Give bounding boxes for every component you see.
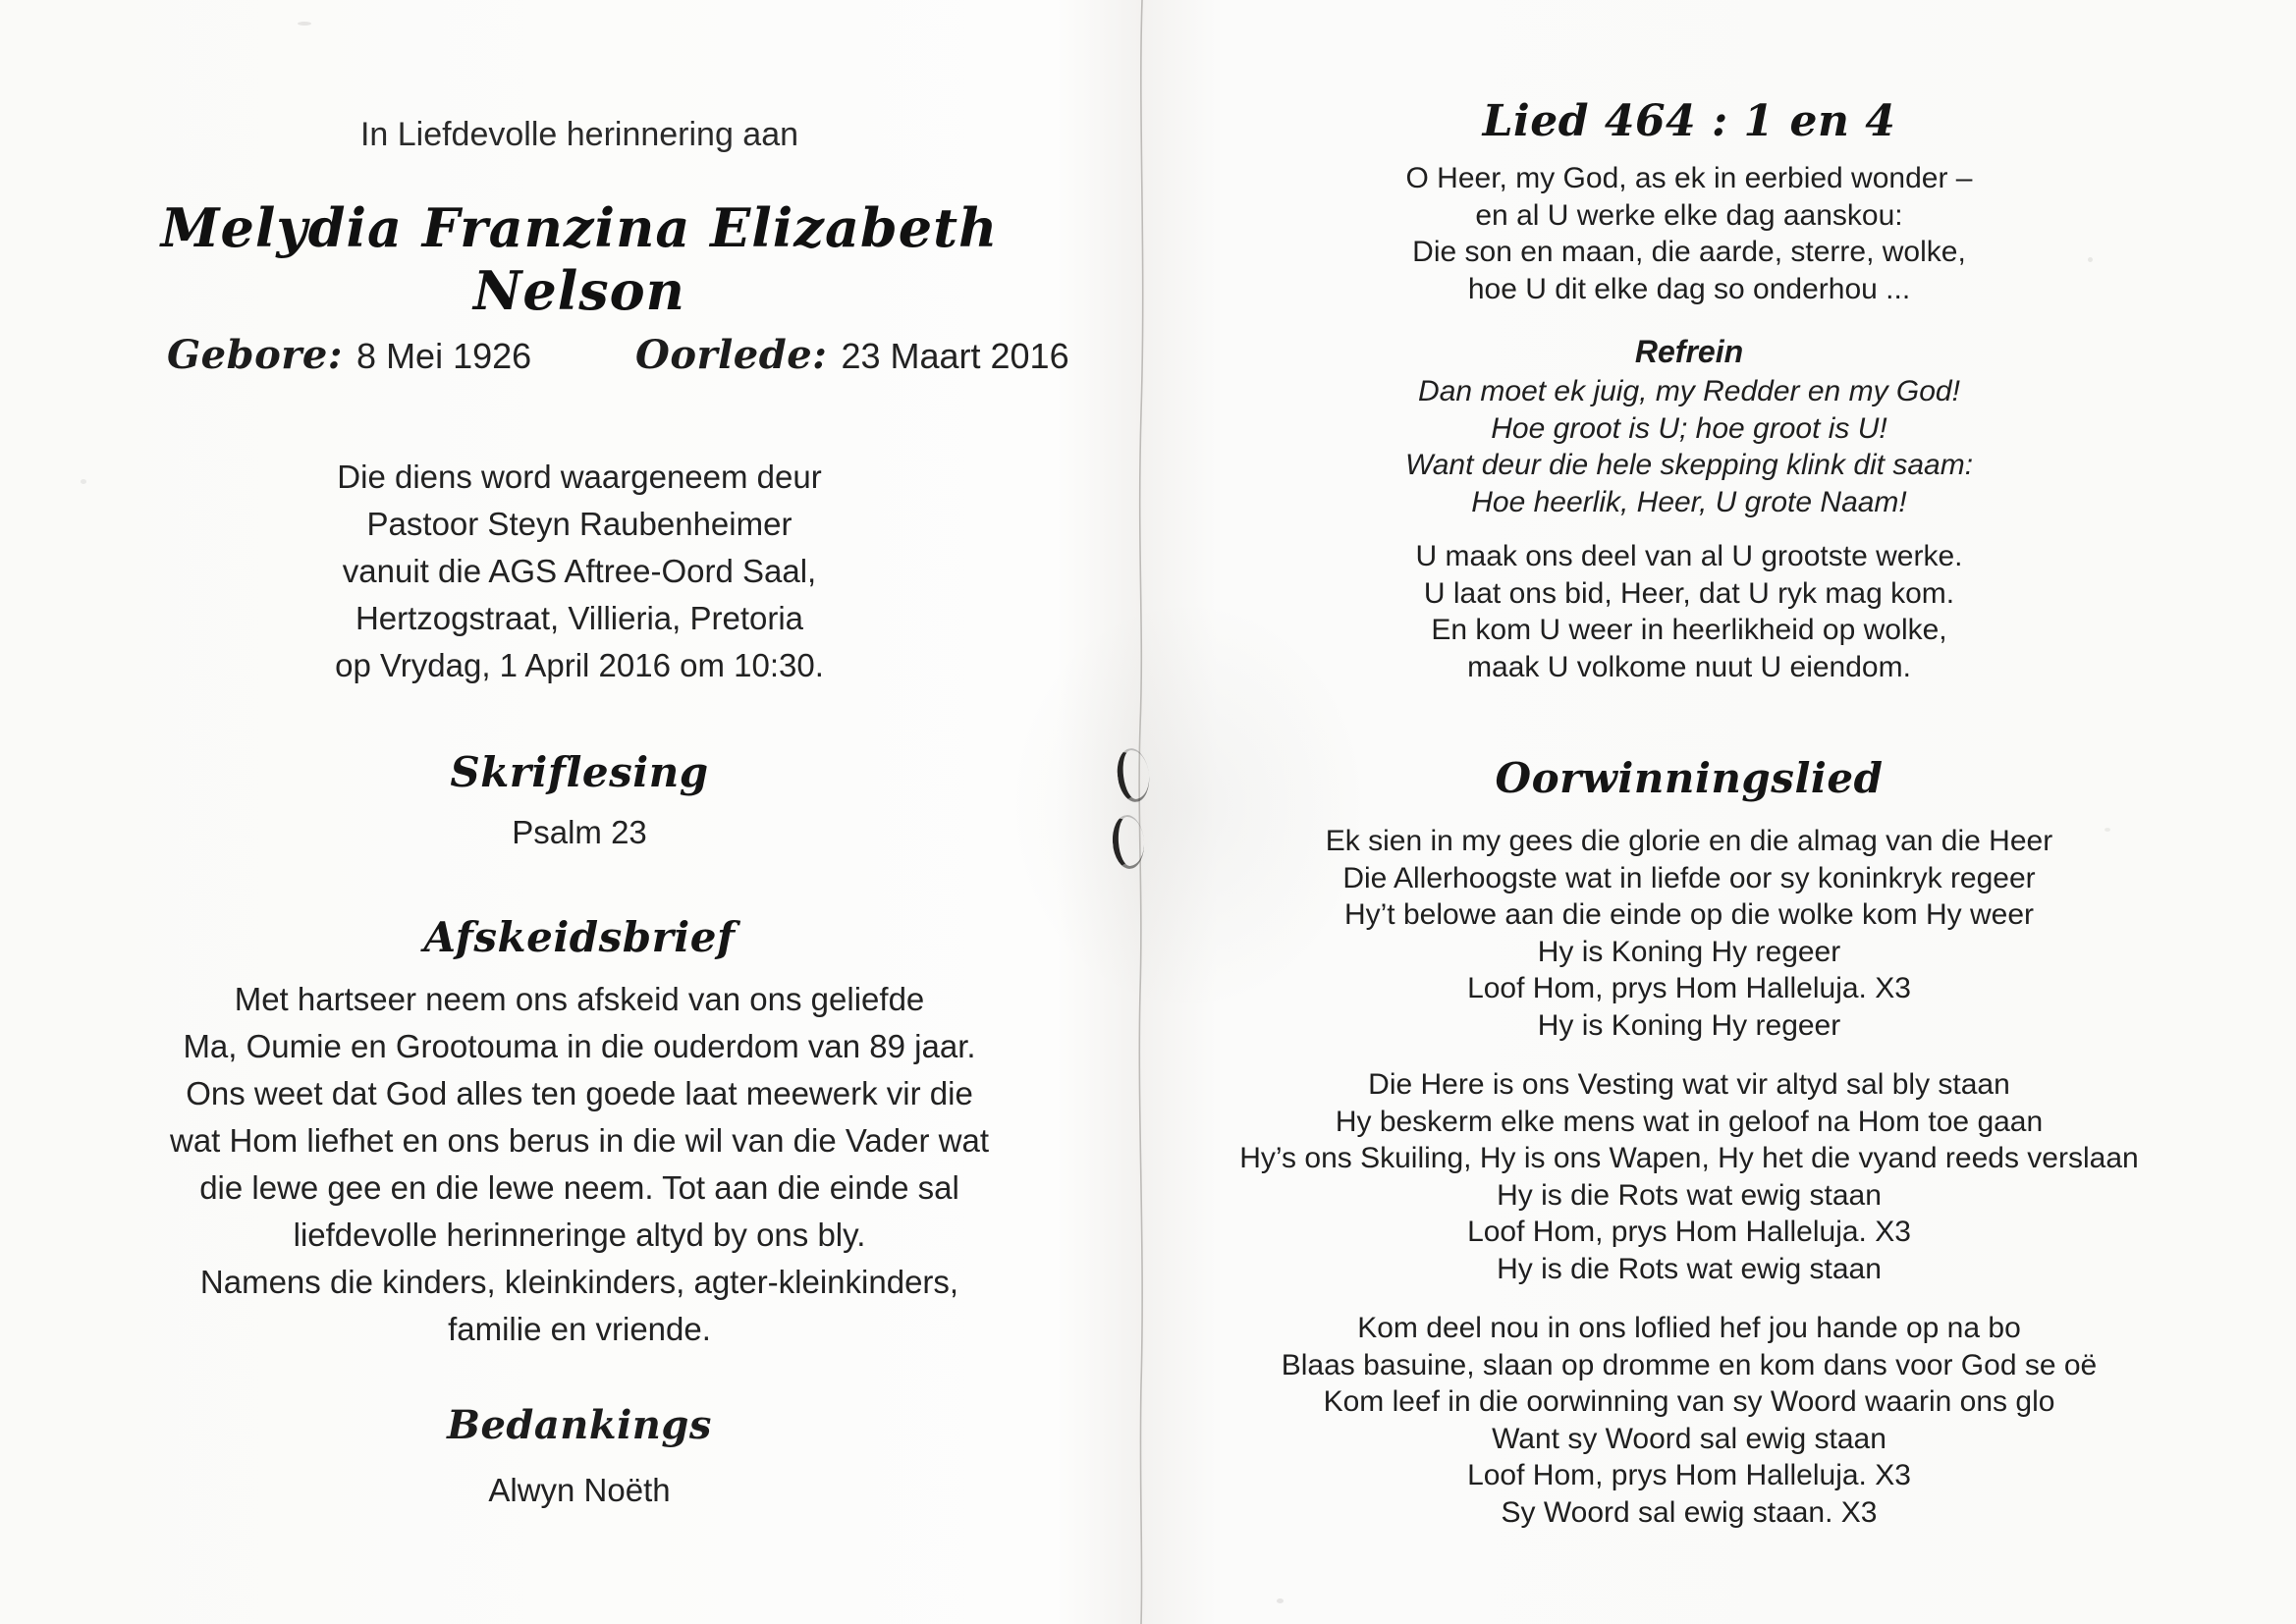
- hymn-verse2-line: En kom U weer in heerlikheid op wolke,: [1431, 614, 1947, 646]
- service-line: Hertzogstraat, Villieria, Pretoria: [355, 600, 804, 636]
- victory-stanza-2: [1223, 1066, 2156, 1287]
- farewell-line: Namens die kinders, kleinkinders, agter-kleinkinders,: [199, 1264, 959, 1300]
- hymn-verse2-line: U laat ons bid, Heer, dat U ryk mag kom.: [1423, 576, 1955, 610]
- victory-stanza3-line: Want sy Woord sal ewig staan: [1492, 1422, 1886, 1455]
- scan-speck: [298, 22, 311, 26]
- farewell-line: wat Hom liefhet en ons berus in die wil van die Vader wat: [170, 1122, 989, 1159]
- page-fold-line: [1118, 0, 1165, 1624]
- hymn-verse1-line: en al U werke elke dag aanskou:: [1475, 198, 1903, 232]
- thanks-heading: Bedankings: [447, 1402, 712, 1448]
- scan-speck: [81, 479, 86, 484]
- victory-stanza3-line: Blaas basuine, slaan op dromme en kom dans voor God se oë: [1281, 1348, 2098, 1381]
- farewell-line: familie en vriende.: [448, 1311, 711, 1347]
- hymn-verse2-line: maak U volkome nuut U eiendom.: [1467, 650, 1911, 683]
- farewell-letter: [113, 976, 1046, 1353]
- victory-stanza1-line: Hy is Koning Hy regeer: [1537, 1008, 1841, 1042]
- died-date: [635, 332, 1069, 378]
- victory-stanza3-line: Sy Woord sal ewig staan. X3: [1501, 1495, 1878, 1529]
- farewell-line: die lewe gee en die lewe neem. Tot aan die einde sal: [199, 1169, 959, 1206]
- born-label: Gebore:: [167, 332, 344, 378]
- victory-stanza2-line: Loof Hom, prys Hom Halleluja. X3: [1467, 1216, 1911, 1248]
- victory-stanza3-line: Kom deel nou in ons loflied hef jou hande op na bo: [1357, 1312, 2021, 1344]
- farewell-heading: Afskeidsbrief: [423, 913, 736, 961]
- hymn-heading: Lied 464 : 1 en 4: [1482, 96, 1896, 146]
- hymn-verse-1: [1223, 160, 2156, 307]
- refrain-line: Hoe heerlik, Heer, U grote Naam!: [1471, 485, 1907, 518]
- hymn-verse1-line: hoe U dit elke dag so onderhou ...: [1467, 272, 1911, 305]
- refrain-verse: [1223, 373, 2156, 520]
- service-line: Die diens word waargeneem deur: [337, 459, 822, 495]
- farewell-line: Ma, Oumie en Grootouma in die ouderdom van 89 jaar.: [183, 1028, 976, 1064]
- dates-row: [113, 332, 1069, 395]
- service-line: op Vrydag, 1 April 2016 om 10:30.: [335, 647, 824, 683]
- hymn-verse2-line: U maak ons deel van al U grootste werke.: [1415, 540, 1963, 572]
- hymn-verse1-line: Die son en maan, die aarde, sterre, wolke,: [1412, 236, 1966, 268]
- victory-stanza-1: [1223, 823, 2156, 1044]
- service-line: Pastoor Steyn Raubenheimer: [366, 506, 793, 542]
- memorial-line: In Liefdevolle herinnering aan: [359, 116, 799, 153]
- victory-stanza-3: [1223, 1310, 2156, 1531]
- deceased-name: Melydia Franzina Elizabeth Nelson: [160, 196, 999, 322]
- thanks-text: Alwyn Noëth: [488, 1472, 671, 1508]
- died-value: 23 Maart 2016: [841, 336, 1069, 376]
- born-value: 8 Mei 1926: [356, 336, 532, 376]
- victory-stanza1-line: Die Allerhoogste wat in liefde oor sy koninkryk regeer: [1342, 861, 2036, 894]
- victory-song-heading: Oorwinningslied: [1495, 754, 1884, 802]
- victory-stanza2-line: Hy’s ons Skuiling, Hy is ons Wapen, Hy het die vyand reeds verslaan: [1239, 1142, 2139, 1174]
- hymn-verse1-line: O Heer, my God, as ek in eerbied wonder –: [1405, 162, 1973, 194]
- victory-stanza3-line: Loof Hom, prys Hom Halleluja. X3: [1467, 1459, 1911, 1491]
- service-line: vanuit die AGS Aftree-Oord Saal,: [342, 553, 817, 589]
- scripture-text: Psalm 23: [512, 814, 647, 850]
- victory-stanza2-line: Hy is die Rots wat ewig staan: [1497, 1178, 1882, 1212]
- victory-stanza1-line: Hy’t belowe aan die einde op die wolke kom Hy weer: [1343, 898, 2035, 931]
- scripture-heading: Skriflesing: [450, 748, 709, 796]
- refrain-line: Dan moet ek juig, my Redder en my God!: [1418, 375, 1960, 407]
- victory-stanza1-line: Ek sien in my gees die glorie en die almag van die Heer: [1325, 825, 2053, 857]
- farewell-line: Met hartseer neem ons afskeid van ons geliefde: [234, 981, 925, 1017]
- refrain-heading: Refrein: [1634, 334, 1744, 369]
- victory-stanza3-line: Kom leef in die oorwinning van sy Woord waarin ons glo: [1323, 1385, 2055, 1418]
- refrain-line: Want deur die hele skepping klink dit saam:: [1404, 449, 1974, 481]
- victory-stanza1-line: Loof Hom, prys Hom Halleluja. X3: [1467, 972, 1911, 1004]
- farewell-line: Ons weet dat God alles ten goede laat meewerk vir die: [186, 1075, 973, 1111]
- service-details: [113, 454, 1046, 689]
- refrain-line: Hoe groot is U; hoe groot is U!: [1491, 411, 1887, 445]
- died-label: Oorlede:: [635, 332, 828, 378]
- victory-stanza2-line: Hy is die Rots wat ewig staan: [1497, 1252, 1882, 1285]
- hymn-verse-2: [1223, 538, 2156, 685]
- victory-stanza2-line: Hy beskerm elke mens wat in geloof na Hom toe gaan: [1335, 1105, 2044, 1138]
- victory-stanza2-line: Die Here is ons Vesting wat vir altyd sal bly staan: [1368, 1068, 2010, 1101]
- scan-speck: [1277, 1598, 1284, 1603]
- born-date: [167, 332, 531, 378]
- farewell-line: liefdevolle herinneringe altyd by ons bly.: [293, 1217, 866, 1253]
- victory-stanza1-line: Hy is Koning Hy regeer: [1537, 935, 1841, 968]
